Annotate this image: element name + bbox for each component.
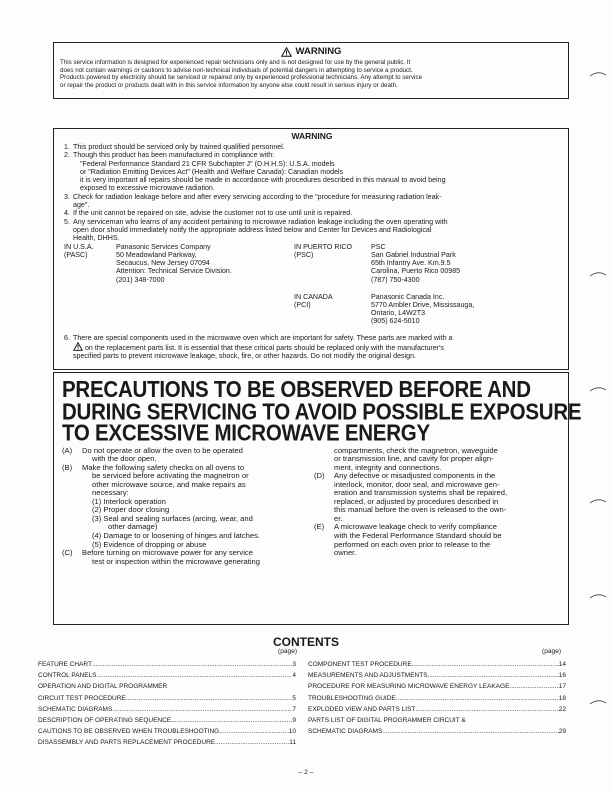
warning-item-1: 1. This product should be serviced only by trained qualified personnel.	[64, 143, 285, 151]
canada-label-column: IN CANADA (PCI)	[294, 292, 333, 309]
binding-mark-icon	[588, 385, 608, 393]
precaution-c-line: test or inspection within the microwave generating	[92, 556, 260, 566]
precaution-b-subitem: (5) Evidence of dropping or abuse	[92, 539, 207, 549]
precaution-b: (B) Make the following safety checks on all ovens to	[62, 462, 245, 472]
precaution-b-line: necessary:	[92, 488, 129, 498]
precaution-c-line: compartments, check the magnetron, waveguide	[334, 445, 498, 455]
warning-line: does not contain warnings or cautions to advise non-technical individuals of potential dangers in attempting to service a product.	[60, 66, 413, 74]
toc-entry[interactable]: SCHEMATIC DIAGRAMS ..... 29	[308, 726, 566, 737]
toc-entry[interactable]: SCHEMATIC DIAGRAMS ..... 7	[38, 704, 296, 715]
toc-entry[interactable]: CONTROL PANELS ..... 4	[38, 670, 296, 681]
binding-mark-icon	[588, 270, 608, 278]
precaution-b-subitem: (2) Proper door closing	[92, 505, 170, 515]
warning-item-2-line: or "Radiation Emitting Devices Act" (Health and Welfare Canada): Canadian models	[80, 167, 344, 176]
warning-item-6-line: specified parts to prevent microwave leakage, shock, fire, or other hazards. Do not modify the original design.	[73, 352, 417, 361]
warning-line: This service information is designed for experienced repair technicians only and is not designed for use by the general public. It	[60, 59, 411, 66]
warning-item-6-line: on the replacement parts list. It is essential that these critical parts should be replaced only with the manufacturer's	[64, 342, 560, 352]
precaution-e-line: with the Federal Performance Standard should be	[334, 530, 502, 540]
precaution-c-line: or transmission line, and cavity for proper align-	[334, 454, 494, 464]
precaution-b-line: other microwave source, and make repairs as	[92, 479, 246, 489]
toc-entry[interactable]: PROCEDURE FOR MEASURING MICROWAVE ENERGY LEAKAGE ..... 17	[308, 681, 566, 692]
warning-item-3: 3. Check for radiation leakage before and after every servicing according to the "procedure for measuring radiation leak-	[64, 192, 442, 201]
contents-left-list	[38, 659, 296, 749]
precautions-heading: PRECAUTIONS TO BE OBSERVED BEFORE AND DURING SERVICING TO AVOID POSSIBLE EXPOSURE TO EXCESSIVE MICROWAVE ENERGY	[62, 376, 582, 447]
precaution-b-subitem: (4) Damage to or loosening of hinges and latches.	[92, 530, 261, 540]
precaution-c: (C) Before turning on microwave power for any service	[62, 548, 253, 558]
precaution-c-line: ment, integrity and connections.	[334, 462, 442, 472]
toc-entry[interactable]: PARTS LIST OF DIGITAL PROGRAMMER CIRCUIT &	[308, 717, 466, 725]
warning-line: or repair the product or products dealt with in this service information by anyone else could result in serious injury or death.	[60, 81, 398, 89]
usa-label-column: IN U.S.A. (PASC)	[64, 242, 94, 259]
safety-warning-title: WARNING	[291, 131, 333, 141]
binding-mark-icon	[588, 497, 608, 505]
page-column-label: (page)	[278, 648, 298, 655]
precaution-b-subitem: (3) Seal and sealing surfaces (arcing, wear, and	[92, 513, 253, 523]
precautions-columns	[62, 447, 562, 567]
precaution-e: (E) A microwave leakage check to verify compliance	[314, 522, 497, 532]
service-addresses	[64, 243, 560, 331]
precaution-d: (D) Any defective or misadjusted components in the	[314, 471, 496, 481]
warning-title-text: WARNING	[295, 46, 342, 57]
toc-entry[interactable]: MEASUREMENTS AND ADJUSTMENTS ..... 16	[308, 670, 566, 681]
precaution-a-line: with the door open.	[92, 454, 157, 464]
precaution-a: (A) Do not operate or allow the oven to be operated	[62, 445, 243, 455]
warning-item-5-line: Health, DHHS.	[73, 234, 120, 243]
page-number: – 2 –	[298, 769, 314, 776]
precaution-b-subitem: (1) Interlock operation	[92, 496, 166, 506]
warning-item-2: 2. Though this product has been manufactured in compliance with:	[64, 151, 275, 160]
canada-address: Panasonic Canada Inc. 5770 Ambler Drive, Mississauga, Ontario, L4W2T3 (905) 624-5010	[371, 292, 475, 326]
service-warning-box	[53, 42, 569, 99]
toc-entry[interactable]: EXPLODED VIEW AND PARTS LIST ..... 22	[308, 704, 566, 715]
toc-entry[interactable]: FEATURE CHART ..... 3	[38, 659, 296, 670]
warning-item-2-line: exposed to excessive microwave radiation.	[80, 184, 215, 193]
contents-title: CONTENTS	[273, 635, 339, 649]
precautions-left-column	[62, 447, 304, 567]
warning-item-2-line: it is very important all repairs should be made in accordance with procedures described in this manual to avoid being	[80, 176, 446, 185]
warning-line: Products powered by electricity should be serviced or repaired only by experienced professional technicians. Any attempt to service	[60, 74, 423, 82]
precaution-b-subitem-line: other damage)	[108, 522, 158, 532]
precaution-b-line: be serviced before activating the magnetron or	[92, 471, 249, 481]
warning-item-5-line: open door should immediately notify the appropriate address listed below and Center for Devices and Radiological	[73, 225, 432, 234]
precaution-d-line: this manual before the oven is released to the own-	[334, 505, 507, 515]
warning-item-6: 6. There are special components used in the microwave oven which are important for safety. These parts are marked with a	[64, 333, 453, 342]
binding-mark-icon	[588, 592, 608, 600]
toc-entry[interactable]: OPERATION AND DIGITAL PROGRAMMER	[38, 683, 168, 691]
toc-entry[interactable]: DESCRIPTION OF OPERATING SEQUENCE ..... 9	[38, 715, 296, 726]
precautions-box	[53, 372, 582, 625]
page-column-label: (page)	[542, 648, 562, 655]
contents-right-list	[308, 659, 566, 737]
pr-address: PSC San Gabriel Industrial Park 65th Infantry Ave. Km.9.5 Carolina, Puerto Rico 00985 (787) 750-4300	[371, 242, 461, 284]
warning-item-2-line: "Federal Performance Standard 21 CFR Subchapter J" (D.H.H.S): U.S.A. models	[80, 159, 335, 168]
toc-entry[interactable]: CIRCUIT TEST PROCEDURE ..... 5	[38, 693, 296, 704]
toc-entry[interactable]: DISASSEMBLY AND PARTS REPLACEMENT PROCEDURE ..... 11	[38, 737, 296, 748]
precaution-e-line: owner.	[334, 548, 357, 558]
pr-label-column: IN PUERTO RICO (PSC)	[294, 242, 353, 259]
precaution-d-line: interlock, monitor, door seal, and microwave gen-	[334, 479, 500, 489]
binding-mark-icon	[588, 70, 608, 78]
toc-entry[interactable]: TROUBLESHOOTING GUIDE ..... 18	[308, 693, 566, 704]
service-warning-title	[60, 46, 562, 57]
precaution-d-line: eration and transmission systems shall be repaired,	[334, 488, 508, 498]
precautions-right-column	[314, 447, 562, 567]
toc-entry[interactable]: COMPONENT TEST PROCEDURE ..... 14	[308, 659, 566, 670]
precaution-d-line: er.	[334, 513, 343, 523]
warning-item-4: 4. If the unit cannot be repaired on site, advise the customer not to use until unit is repaired.	[64, 209, 353, 218]
precaution-d-line: replaced, or adjusted by procedures described in	[334, 496, 499, 506]
usa-address: Panasonic Services Company 50 Meadowland Parkway, Secaucus, New Jersey 07094 Attention: Technical Service Division. (201) 348-7000	[116, 242, 232, 284]
warning-item-5: 5. Any serviceman who learns of any accident pertaining to microwave radiation leakage including the oven operating with	[64, 217, 448, 226]
precaution-e-line: performed on each oven prior to release to the	[334, 539, 491, 549]
binding-mark-icon	[588, 698, 608, 706]
safety-warning-box	[53, 128, 569, 370]
warning-triangle-icon	[73, 342, 83, 351]
warning-item-3-line: age".	[73, 201, 90, 210]
warning-triangle-icon	[281, 47, 292, 57]
toc-entry[interactable]: CAUTIONS TO BE OBSERVED WHEN TROUBLESHOOTING ..... 10	[38, 726, 296, 737]
